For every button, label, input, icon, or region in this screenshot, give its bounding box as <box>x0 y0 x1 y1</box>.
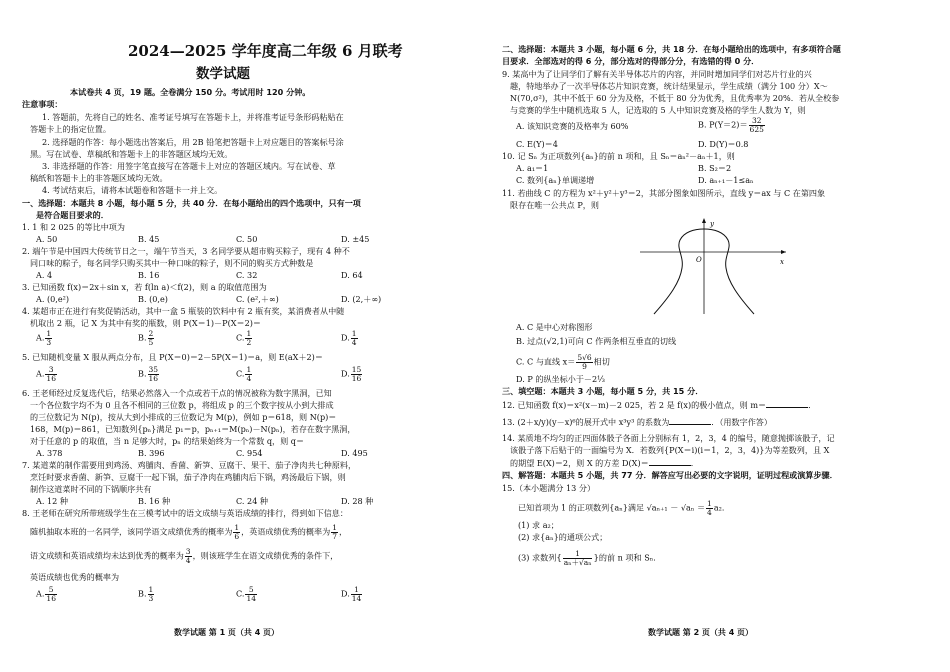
x-axis-label: x <box>780 258 784 266</box>
q11-stem: 11. 若曲线 C 的方程为 x²＋y²＋y³＝2，其部分图象如图所示，直线 y＝ax 与 C 在第四象 <box>502 188 826 198</box>
q2-option-d: D. 64 <box>341 270 363 280</box>
q13-answer-blank[interactable] <box>669 416 711 425</box>
q6-stem-cont: 的三位数记为 N(p)，按从大到小排成的三位数记为 M(p)，例如 p＝618，则 N(p)＝ <box>30 412 337 422</box>
q4-option-a: A. $\frac{1}{3}$ <box>36 329 52 347</box>
q1-option-a: A. 50 <box>36 234 58 244</box>
q2-option-b: B. 16 <box>138 270 160 280</box>
q2-stem: 2. 端午节是中国四大传统节日之一，端午节当天，3 名同学要从超市购买粽子，现有 4 种不 <box>22 246 350 256</box>
q10-stem: 10. 记 Sₙ 为正项数列{aₙ}的前 n 项和，且 Sₙ＝aₙ²－aₙ＋1，则 <box>502 151 735 161</box>
q7-stem-cont: 烹饪时要求香菌、新笋、豆腐干一起下锅，茄子净肉在鸡脯肉后下锅，鸡汤最后下锅，则 <box>30 472 346 482</box>
exam-subtitle: 数学试题 <box>196 66 250 82</box>
q4-stem-cont: 机取出 2 瓶，记 X 为其中有奖的瓶数，则 P(X＝1)－P(X＝2)＝ <box>30 318 261 328</box>
q5-option-c: C. $\frac{1}{4}$ <box>236 365 252 383</box>
q10-option-d: D. aₙ₊₁－1≤aₙ <box>698 175 754 185</box>
q5-option-a: A. $\frac{3}{16}$ <box>36 365 56 383</box>
q1-stem: 1. 1 和 2 025 的等比中项为 <box>22 222 125 232</box>
q7-option-c: C. 24 种 <box>236 496 269 506</box>
q9-stem-cont: 与竞赛的学生中随机选取 5 人，记选取的 5 人中知识竞赛及格的学生人数为 Y，则 <box>510 105 806 115</box>
q1-option-c: C. 50 <box>236 234 258 244</box>
q9-option-a: A. 该知识竞赛的及格率为 60% <box>516 121 629 131</box>
q9-stem-cont: N(70,σ²)，其中不低于 60 分为及格，不低于 80 分为优秀，且优秀率为 20%．若从全校参 <box>510 93 840 103</box>
q7-option-d: D. 28 种 <box>341 496 374 506</box>
q1-option-d: D. ±45 <box>341 234 370 244</box>
q9-stem: 9. 某高中为了让同学们了解有关半导体芯片的内容，并同时增加同学们对芯片行业的兴 <box>502 69 812 79</box>
q14-stem: 14. 某质地不均匀的正四面体骰子各面上分别标有 1，2，3，4 的编号，随意抛掷该骰子，记 <box>502 433 835 443</box>
page-footer-1: 数学试题 第 1 页（共 4 页） <box>174 628 280 637</box>
note-line: 2. 选择题的作答：每小题选出答案后，用 2B 铅笔把答题卡上对应题目的答案标号涂 <box>42 137 344 147</box>
q12-answer-blank[interactable] <box>766 399 808 408</box>
q3-option-d: D. (2,＋∞) <box>341 294 382 304</box>
q8-option-a: A. $\frac{5}{16}$ <box>36 585 56 603</box>
q7-stem: 7. 某道菜的制作需要用到鸡汤、鸡脯肉、香菌、新笋、豆腐干、果干、茄子净肉共七种原料， <box>22 460 357 470</box>
exam-info: 本试卷共 4 页，19 题。全卷满分 150 分。考试用时 120 分钟。 <box>70 87 311 97</box>
q14-stem-cont: 该骰子落下后贴于的一面编号为 X．若数列{P(X＝i)(i＝1，2，3，4)}为等差数列，且 X <box>510 445 830 455</box>
q8-option-d: D. $\frac{1}{14}$ <box>341 585 362 603</box>
q8-option-b: B. $\frac{1}{3}$ <box>138 585 154 603</box>
q4-option-c: C. $\frac{1}{2}$ <box>236 329 252 347</box>
y-axis-label: y <box>710 220 714 228</box>
section1-heading-cont: 是符合题目要求的． <box>36 210 109 220</box>
q11-stem-cont: 限存在唯一公共点 P，则 <box>510 200 599 210</box>
q7-stem-cont: 制作这道菜时不同的下锅顺序共有 <box>30 484 152 494</box>
section3-heading: 三、填空题：本题共 3 小题，每小题 5 分，共 15 分． <box>502 386 704 396</box>
q9-option-d: D. D(Y)＝0.8 <box>698 139 749 149</box>
q8-stem-cont: 随机抽取本班的一名同学，该同学语文成绩优秀的概率为 $\frac{1}{6}$ ，英语成绩优秀的概率为 $\frac{1}{7}$ ， <box>30 523 348 541</box>
q8-stem-cont: 英语成绩也优秀的概率为 <box>30 572 120 582</box>
q1-option-b: B. 45 <box>138 234 160 244</box>
page-2 <box>488 0 950 672</box>
q11-option-b: B. 过点(√2,1)可向 C 作两条相互垂直的切线 <box>516 336 677 346</box>
q11-option-d: D. P 的纵坐标小于－2⅓ <box>516 374 606 384</box>
y-axis-arrow <box>702 218 706 223</box>
q10-option-c: C. 数列{aₙ}单调递增 <box>516 175 595 185</box>
q6-stem-cont: 一个各位数字均不为 0 且各不相同的三位数 p，将组成 p 的三个数字按从小到大排成 <box>30 400 334 410</box>
note-line: 3. 非选择题的作答：用签字笔直接写在答题卡上对应的答题区域内。写在试卷、草 <box>42 161 336 171</box>
q9-stem-cont: 趣，特地举办了一次半导体芯片知识竞赛，统计结果显示，学生成绩（满分 100 分）X～ <box>510 81 828 91</box>
note-line: 4. 考试结束后，请将本试题卷和答题卡一并上交。 <box>42 185 223 195</box>
q5-stem: 5. 已知随机变量 X 服从两点分布，且 P(X＝0)＝2－5P(X＝1)＝a，则 E(aX＋2)＝ <box>22 352 323 362</box>
q9-option-c: C. E(Y)＝4 <box>516 139 558 149</box>
q8-stem-cont: 语文成绩和英语成绩均未达到优秀的概率为 $\frac{3}{4}$ ，则该班学生在语文成绩优秀的条件下， <box>30 547 339 565</box>
section2-heading-cont: 目要求．全部选对的得 6 分，部分选对的得部分分，有选错的得 0 分． <box>502 56 760 66</box>
q3-stem: 3. 已知函数 f(x)＝2x＋sin x，若 f(ln a)＜f(2)，则 a 的取值范围为 <box>22 282 267 292</box>
q7-option-a: A. 12 种 <box>36 496 68 506</box>
section1-heading: 一、选择题：本题共 8 小题，每小题 5 分，共 40 分．在每小题给出的四个选项中，只有一项 <box>22 198 361 208</box>
q15-stem: 已知首项为 1 的正项数列{aₙ}满足 √aₙ₊₁ － √aₙ ＝ $\frac{1}{4}$ a₂． <box>518 499 730 517</box>
q6-option-a: A. 378 <box>36 448 63 458</box>
note-line: 1. 答题前，先将自己的姓名、准考证号填写在答题卡上，并将准考证号条形码粘贴在 <box>42 112 344 122</box>
q14-stem-cont: 的期望 E(X)＝2，则 X 的方差 D(X)＝ ． <box>510 458 699 468</box>
exam-title: 2024—2025 学年度高二年级 6 月联考 <box>128 42 403 60</box>
q3-option-c: C. (e²,＋∞) <box>236 294 279 304</box>
q10-option-a: A. a₁＝1 <box>516 163 549 173</box>
q8-stem: 8. 王老师在研究所带班级学生在三模考试中的语文成绩与英语成绩的排行，得到如下信息： <box>22 508 348 518</box>
q4-stem: 4. 某超市正在进行有奖促销活动，其中一盒 5 瓶装的饮料中有 2 瓶有奖，某消费者从中随 <box>22 306 345 316</box>
q14-answer-blank[interactable] <box>649 457 691 466</box>
q10-option-b: B. S₂＝2 <box>698 163 732 173</box>
q5-option-d: D. $\frac{15}{16}$ <box>341 365 362 383</box>
q9-option-b: B. P(Y＝2)＝ $\frac{32}{625}$ <box>698 116 764 134</box>
origin-label: O <box>696 256 702 264</box>
note-line: 黑。写在试卷、草稿纸和答题卡上的非答题区域均无效。 <box>30 149 233 159</box>
section2-heading: 二、选择题：本题共 3 小题，每小题 6 分，共 18 分．在每小题给出的选项中，有多项符合题 <box>502 44 841 54</box>
q6-option-b: B. 396 <box>138 448 165 458</box>
q11-curve-graph <box>636 210 796 318</box>
q2-stem-cont: 同口味的粽子，每名同学只购买其中一种口味的粽子，则不同的购买方式种数是 <box>30 258 314 268</box>
q11-option-a: A. C 是中心对称图形 <box>516 322 593 332</box>
notes-title: 注意事项： <box>22 99 63 109</box>
q11-option-c: C. C 与直线 x＝ $\frac{5√6}{9}$ 相切 <box>516 353 610 371</box>
q7-option-b: B. 16 种 <box>138 496 171 506</box>
q3-option-a: A. (0,e²) <box>36 294 70 304</box>
q5-option-b: B. $\frac{35}{16}$ <box>138 365 159 383</box>
q4-option-d: D. $\frac{1}{4}$ <box>341 329 357 347</box>
q3-option-b: B. (0,e) <box>138 294 168 304</box>
q4-option-b: B. $\frac{2}{5}$ <box>138 329 154 347</box>
q15-part-3: (3) 求数列{ $\frac{1}{\text{aₙ＋√aₙ}}$ }的前 n 项和 Sₙ． <box>518 549 662 567</box>
q2-option-a: A. 4 <box>36 270 53 280</box>
q6-stem-cont: 168，M(p)＝861，已知数列{pₙ}满足 p₁＝p，pₙ₊₁＝M(pₙ)－N(pₙ)，若存在数字黑洞， <box>30 424 356 434</box>
q15-part-2: (2) 求{aₙ}的通项公式； <box>518 532 608 542</box>
q13-stem: 13. (2＋x/y)(y－x)⁶的展开式中 x³y³ 的系数为 ．（用数字作答） <box>502 417 772 427</box>
note-line: 答题卡上的指定位置。 <box>30 124 111 134</box>
q6-stem-cont: 对于任意的 p 的取值，当 n 足够大时，pₙ 的结果始终为一个常数 q，则 q＝ <box>30 436 305 446</box>
note-line: 稿纸和答题卡上的非答题区域均无效。 <box>30 173 168 183</box>
q6-stem: 6. 王老师经过反复选代后，结果必然落入一个点或若干点的情况被称为数字黑洞，已知 <box>22 388 332 398</box>
q15-heading: 15.（本小题满分 13 分） <box>502 483 596 493</box>
q2-option-c: C. 32 <box>236 270 258 280</box>
q15-part-1: (1) 求 a₂； <box>518 520 559 530</box>
q8-option-c: C. $\frac{5}{14}$ <box>236 585 257 603</box>
q6-option-c: C. 954 <box>236 448 263 458</box>
section4-heading: 四、解答题：本题共 5 小题，共 77 分．解答应写出必要的文字说明，证明过程或演算步骤． <box>502 470 838 480</box>
q6-option-d: D. 495 <box>341 448 368 458</box>
x-axis-arrow <box>781 250 786 254</box>
q12-stem: 12. 已知函数 f(x)＝x²(x－m)－2 025，若 2 是 f(x)的极小值点，则 m＝ ． <box>502 400 817 410</box>
page-footer-2: 数学试题 第 2 页（共 4 页） <box>648 628 754 637</box>
